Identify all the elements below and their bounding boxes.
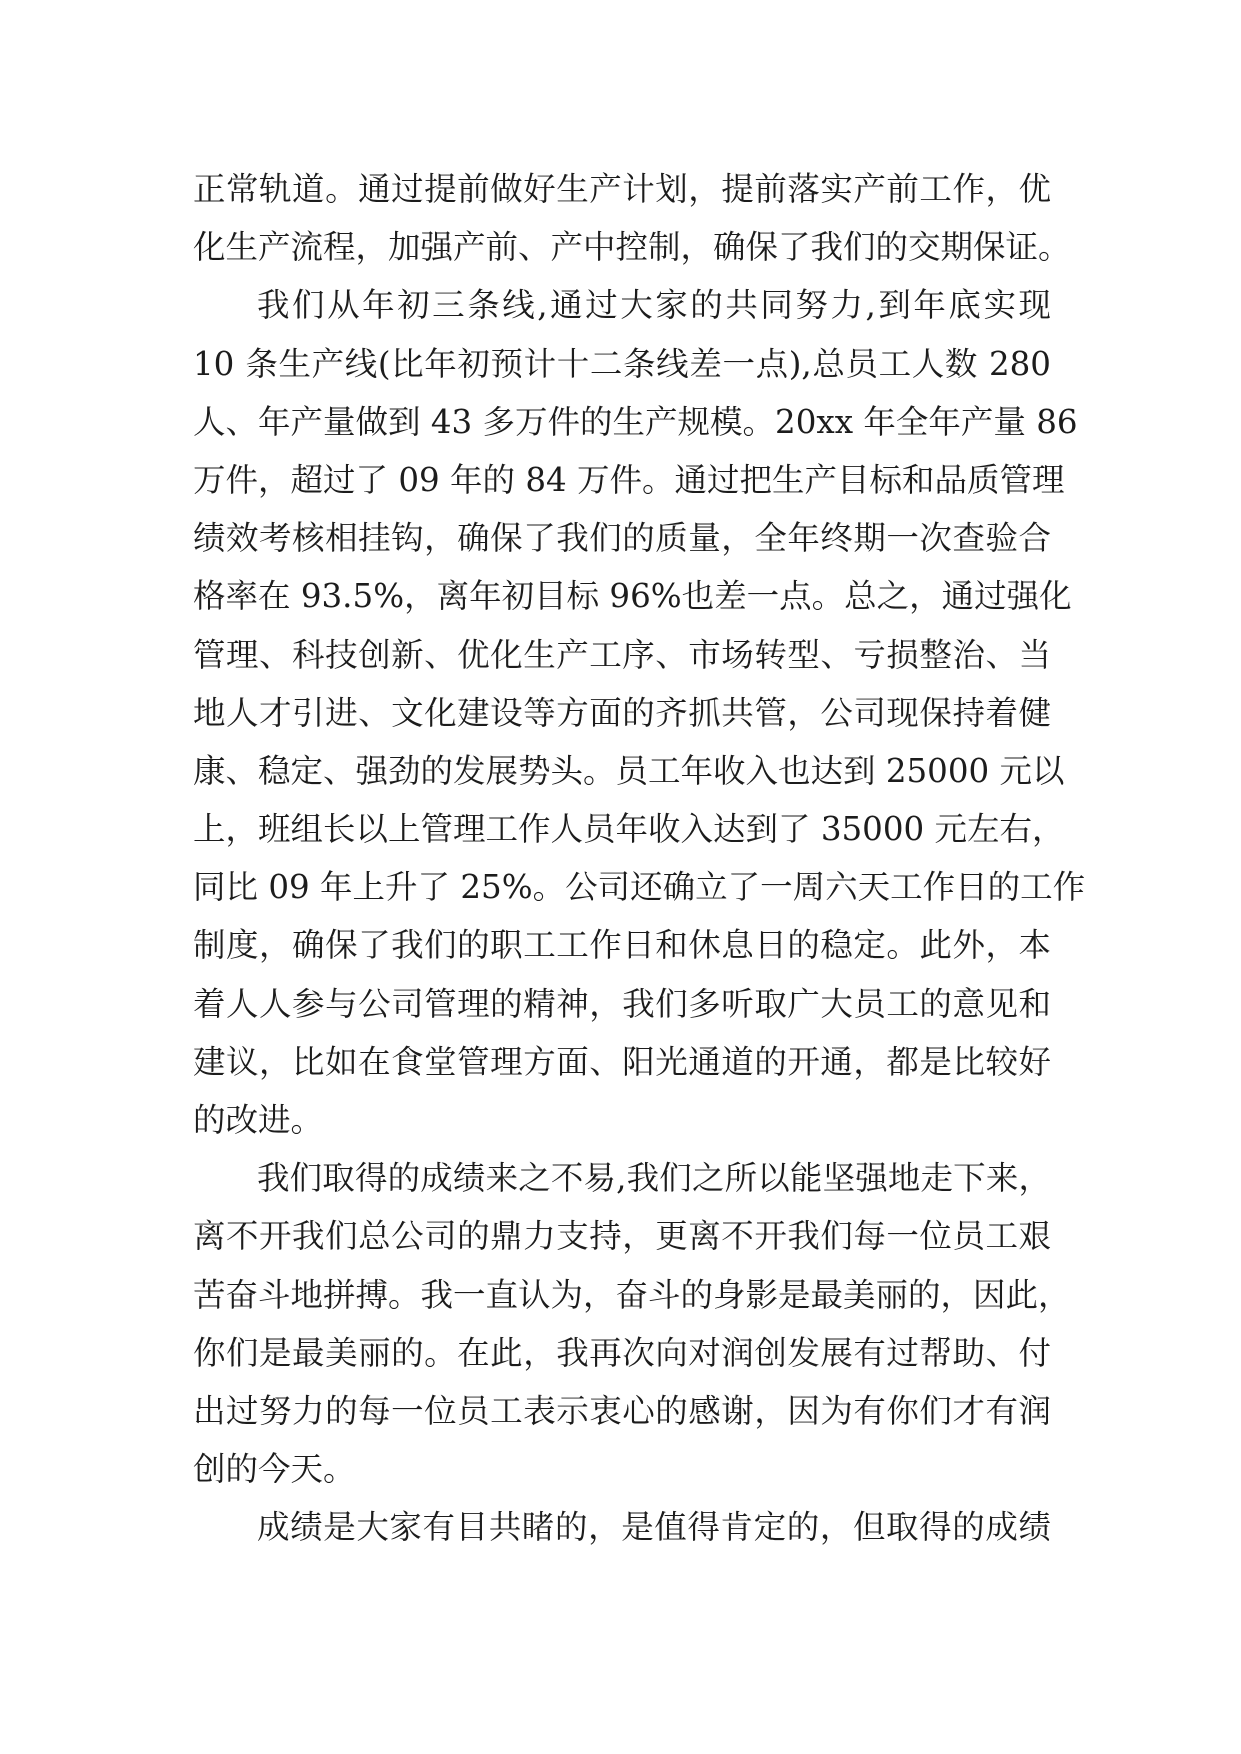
text-line: 绩效考核相挂钩，确保了我们的质量，全年终期一次查验合: [193, 519, 1051, 558]
paragraph-first-line: 我们从年初三条线,通过大家的共同努力,到年底实现: [257, 286, 1051, 325]
text-line: 上，班组长以上管理工作人员年收入达到了 35000 元左右，: [193, 810, 1065, 849]
text-line: 格率在 93.5%，离年初目标 96%也差一点。总之，通过强化: [193, 577, 1072, 616]
text-line: 创的今天。: [193, 1450, 356, 1489]
text-line: 出过努力的每一位员工表示衷心的感谢，因为有你们才有润: [193, 1391, 1051, 1430]
text-line: 离不开我们总公司的鼎力支持，更离不开我们每一位员工艰: [193, 1217, 1051, 1256]
text-line: 10 条生产线(比年初预计十二条线差一点),总员工人数 280: [193, 344, 1051, 383]
text-line: 康、稳定、强劲的发展势头。员工年收入也达到 25000 元以: [193, 751, 1065, 790]
text-line: 你们是最美丽的。在此，我再次向对润创发展有过帮助、付: [193, 1333, 1051, 1372]
body-text: [193, 160, 1086, 1557]
paragraph-first-line: 成绩是大家有目共睹的，是值得肯定的，但取得的成绩: [257, 1508, 1051, 1547]
text-line: 地人才引进、文化建设等方面的齐抓共管，公司现保持着健: [193, 693, 1051, 732]
text-line: 着人人参与公司管理的精神，我们多听取广大员工的意见和: [193, 984, 1051, 1023]
text-line: 同比 09 年上升了 25%。公司还确立了一周六天工作日的工作: [193, 868, 1086, 907]
text-line: 管理、科技创新、优化生产工序、市场转型、亏损整治、当: [193, 635, 1051, 674]
text-line: 化生产流程，加强产前、产中控制，确保了我们的交期保证。: [193, 228, 1071, 267]
text-line: 制度，确保了我们的职工工作日和休息日的稳定。此外，本: [193, 926, 1051, 965]
text-line: 人、年产量做到 43 多万件的生产规模。20xx 年全年产量 86: [193, 402, 1078, 441]
text-line: 建议，比如在食堂管理方面、阳光通道的开通，都是比较好: [193, 1042, 1051, 1081]
text-line: 苦奋斗地拼搏。我一直认为，奋斗的身影是最美丽的，因此，: [193, 1275, 1071, 1314]
text-line: 万件，超过了 09 年的 84 万件。通过把生产目标和品质管理: [193, 460, 1065, 499]
paragraph-first-line: 我们取得的成绩来之不易,我们之所以能坚强地走下来，: [257, 1159, 1051, 1198]
text-line: 的改进。: [193, 1101, 324, 1139]
text-line: 正常轨道。通过提前做好生产计划，提前落实产前工作，优: [193, 170, 1051, 208]
